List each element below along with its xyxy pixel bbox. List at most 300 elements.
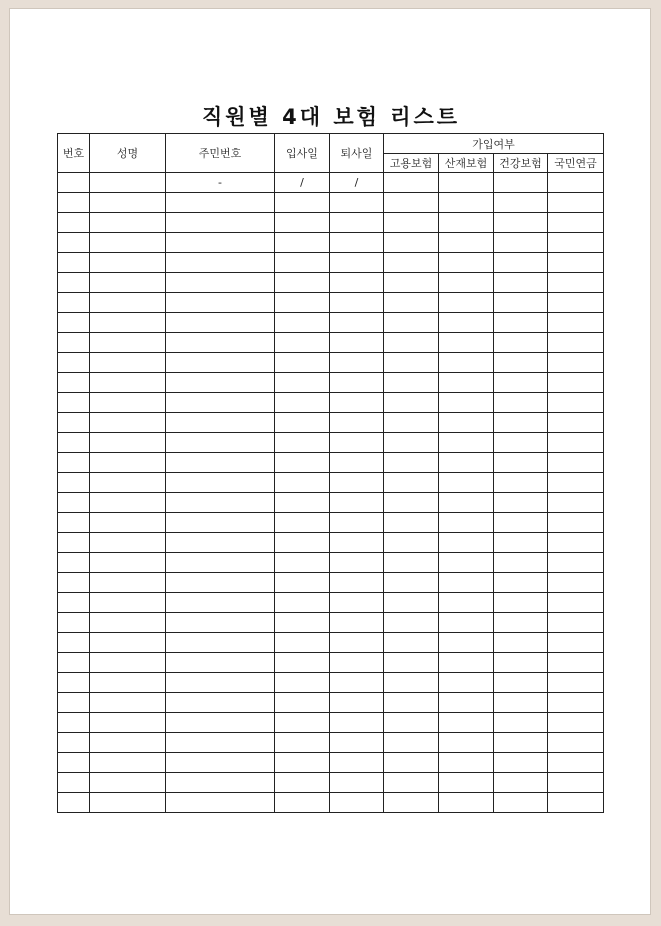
cell-join-date[interactable]	[275, 433, 330, 453]
cell-name[interactable]	[90, 273, 166, 293]
cell-resident-id[interactable]	[166, 453, 275, 473]
cell-resident-id[interactable]	[166, 573, 275, 593]
cell-health-ins[interactable]	[494, 673, 548, 693]
cell-health-ins[interactable]	[494, 173, 548, 193]
cell-join-date[interactable]	[275, 673, 330, 693]
cell-no[interactable]	[58, 293, 90, 313]
cell-no[interactable]	[58, 433, 90, 453]
cell-join-date[interactable]	[275, 573, 330, 593]
table-row	[58, 313, 604, 333]
cell-name[interactable]	[90, 593, 166, 613]
cell-no[interactable]	[58, 593, 90, 613]
cell-resident-id[interactable]	[166, 213, 275, 233]
cell-no[interactable]	[58, 513, 90, 533]
cell-join-date[interactable]: /	[275, 173, 330, 193]
cell-national-pension[interactable]	[548, 793, 604, 813]
cell-name[interactable]	[90, 353, 166, 373]
cell-join-date[interactable]	[275, 753, 330, 773]
cell-join-date[interactable]	[275, 493, 330, 513]
cell-name[interactable]	[90, 393, 166, 413]
cell-industrial-ins[interactable]	[439, 293, 494, 313]
cell-national-pension[interactable]	[548, 693, 604, 713]
cell-leave-date[interactable]	[330, 393, 384, 413]
cell-no[interactable]	[58, 453, 90, 473]
cell-health-ins[interactable]	[494, 713, 548, 733]
cell-national-pension[interactable]	[548, 213, 604, 233]
cell-join-date[interactable]	[275, 593, 330, 613]
cell-no[interactable]	[58, 253, 90, 273]
cell-resident-id[interactable]	[166, 793, 275, 813]
cell-resident-id[interactable]	[166, 293, 275, 313]
cell-health-ins[interactable]	[494, 353, 548, 373]
cell-health-ins[interactable]	[494, 753, 548, 773]
cell-employment-ins[interactable]	[384, 773, 439, 793]
cell-health-ins[interactable]	[494, 433, 548, 453]
cell-resident-id[interactable]	[166, 273, 275, 293]
cell-no[interactable]	[58, 653, 90, 673]
cell-name[interactable]	[90, 313, 166, 333]
cell-resident-id[interactable]	[166, 413, 275, 433]
cell-employment-ins[interactable]	[384, 633, 439, 653]
cell-health-ins[interactable]	[494, 373, 548, 393]
cell-leave-date[interactable]	[330, 293, 384, 313]
document-title: 직원별 4대 보험 리스트	[201, 105, 461, 129]
cell-health-ins[interactable]	[494, 773, 548, 793]
cell-no[interactable]	[58, 393, 90, 413]
cell-resident-id[interactable]	[166, 533, 275, 553]
cell-no[interactable]	[58, 533, 90, 553]
cell-industrial-ins[interactable]	[439, 533, 494, 553]
cell-employment-ins[interactable]	[384, 293, 439, 313]
cell-leave-date[interactable]	[330, 733, 384, 753]
cell-name[interactable]	[90, 193, 166, 213]
cell-resident-id[interactable]	[166, 633, 275, 653]
cell-health-ins[interactable]	[494, 553, 548, 573]
cell-name[interactable]	[90, 213, 166, 233]
cell-employment-ins[interactable]	[384, 213, 439, 233]
cell-resident-id[interactable]	[166, 313, 275, 333]
cell-resident-id[interactable]	[166, 193, 275, 213]
cell-leave-date[interactable]	[330, 333, 384, 353]
cell-industrial-ins[interactable]	[439, 613, 494, 633]
cell-name[interactable]	[90, 653, 166, 673]
cell-industrial-ins[interactable]	[439, 233, 494, 253]
cell-leave-date[interactable]	[330, 653, 384, 673]
cell-industrial-ins[interactable]	[439, 733, 494, 753]
cell-industrial-ins[interactable]	[439, 693, 494, 713]
cell-employment-ins[interactable]	[384, 173, 439, 193]
cell-resident-id[interactable]	[166, 733, 275, 753]
cell-no[interactable]	[58, 493, 90, 513]
cell-industrial-ins[interactable]	[439, 453, 494, 473]
cell-industrial-ins[interactable]	[439, 393, 494, 413]
cell-employment-ins[interactable]	[384, 573, 439, 593]
cell-health-ins[interactable]	[494, 693, 548, 713]
cell-national-pension[interactable]	[548, 273, 604, 293]
cell-leave-date[interactable]	[330, 533, 384, 553]
cell-employment-ins[interactable]	[384, 193, 439, 213]
cell-join-date[interactable]	[275, 793, 330, 813]
cell-leave-date[interactable]	[330, 633, 384, 653]
cell-no[interactable]	[58, 273, 90, 293]
cell-name[interactable]	[90, 733, 166, 753]
cell-resident-id[interactable]	[166, 553, 275, 573]
cell-national-pension[interactable]	[548, 593, 604, 613]
cell-resident-id[interactable]	[166, 493, 275, 513]
cell-national-pension[interactable]	[548, 573, 604, 593]
cell-industrial-ins[interactable]	[439, 433, 494, 453]
cell-name[interactable]	[90, 633, 166, 653]
cell-employment-ins[interactable]	[384, 253, 439, 273]
cell-health-ins[interactable]	[494, 413, 548, 433]
cell-national-pension[interactable]	[548, 393, 604, 413]
cell-no[interactable]	[58, 633, 90, 653]
cell-employment-ins[interactable]	[384, 753, 439, 773]
cell-join-date[interactable]	[275, 653, 330, 673]
cell-no[interactable]	[58, 753, 90, 773]
cell-industrial-ins[interactable]	[439, 573, 494, 593]
cell-employment-ins[interactable]	[384, 493, 439, 513]
cell-industrial-ins[interactable]	[439, 413, 494, 433]
cell-national-pension[interactable]	[548, 553, 604, 573]
cell-name[interactable]	[90, 673, 166, 693]
cell-industrial-ins[interactable]	[439, 253, 494, 273]
cell-leave-date[interactable]	[330, 473, 384, 493]
cell-name[interactable]	[90, 573, 166, 593]
cell-health-ins[interactable]	[494, 573, 548, 593]
cell-resident-id[interactable]	[166, 773, 275, 793]
cell-industrial-ins[interactable]	[439, 473, 494, 493]
table-row	[58, 753, 604, 773]
cell-industrial-ins[interactable]	[439, 553, 494, 573]
cell-employment-ins[interactable]	[384, 433, 439, 453]
cell-join-date[interactable]	[275, 513, 330, 533]
cell-health-ins[interactable]	[494, 193, 548, 213]
cell-leave-date[interactable]	[330, 673, 384, 693]
cell-join-date[interactable]	[275, 353, 330, 373]
cell-employment-ins[interactable]	[384, 233, 439, 253]
cell-national-pension[interactable]	[548, 473, 604, 493]
cell-join-date[interactable]	[275, 373, 330, 393]
cell-leave-date[interactable]: /	[330, 173, 384, 193]
cell-no[interactable]	[58, 233, 90, 253]
cell-name[interactable]	[90, 413, 166, 433]
cell-national-pension[interactable]	[548, 533, 604, 553]
cell-health-ins[interactable]	[494, 593, 548, 613]
cell-health-ins[interactable]	[494, 533, 548, 553]
cell-industrial-ins[interactable]	[439, 593, 494, 613]
cell-leave-date[interactable]	[330, 253, 384, 273]
cell-join-date[interactable]	[275, 193, 330, 213]
cell-employment-ins[interactable]	[384, 333, 439, 353]
cell-leave-date[interactable]	[330, 793, 384, 813]
cell-resident-id[interactable]	[166, 393, 275, 413]
cell-name[interactable]	[90, 613, 166, 633]
cell-industrial-ins[interactable]	[439, 753, 494, 773]
cell-industrial-ins[interactable]	[439, 193, 494, 213]
cell-health-ins[interactable]	[494, 493, 548, 513]
cell-industrial-ins[interactable]	[439, 633, 494, 653]
cell-leave-date[interactable]	[330, 433, 384, 453]
cell-name[interactable]	[90, 333, 166, 353]
cell-resident-id[interactable]	[166, 613, 275, 633]
cell-employment-ins[interactable]	[384, 393, 439, 413]
cell-join-date[interactable]	[275, 293, 330, 313]
cell-name[interactable]	[90, 453, 166, 473]
cell-resident-id[interactable]	[166, 693, 275, 713]
cell-employment-ins[interactable]	[384, 313, 439, 333]
cell-no[interactable]	[58, 773, 90, 793]
cell-leave-date[interactable]	[330, 273, 384, 293]
cell-industrial-ins[interactable]	[439, 273, 494, 293]
cell-join-date[interactable]	[275, 393, 330, 413]
cell-leave-date[interactable]	[330, 213, 384, 233]
cell-leave-date[interactable]	[330, 773, 384, 793]
cell-join-date[interactable]	[275, 253, 330, 273]
table-row	[58, 713, 604, 733]
cell-leave-date[interactable]	[330, 713, 384, 733]
cell-no[interactable]	[58, 173, 90, 193]
cell-industrial-ins[interactable]	[439, 793, 494, 813]
cell-leave-date[interactable]	[330, 613, 384, 633]
cell-industrial-ins[interactable]	[439, 313, 494, 333]
table-row	[58, 573, 604, 593]
cell-national-pension[interactable]	[548, 773, 604, 793]
cell-health-ins[interactable]	[494, 513, 548, 533]
cell-employment-ins[interactable]	[384, 413, 439, 433]
cell-name[interactable]	[90, 793, 166, 813]
cell-no[interactable]	[58, 553, 90, 573]
cell-resident-id[interactable]	[166, 233, 275, 253]
cell-no[interactable]	[58, 713, 90, 733]
cell-name[interactable]	[90, 233, 166, 253]
table-row	[58, 533, 604, 553]
cell-national-pension[interactable]	[548, 293, 604, 313]
cell-employment-ins[interactable]	[384, 613, 439, 633]
cell-leave-date[interactable]	[330, 453, 384, 473]
cell-industrial-ins[interactable]	[439, 173, 494, 193]
cell-no[interactable]	[58, 613, 90, 633]
cell-national-pension[interactable]	[548, 713, 604, 733]
cell-national-pension[interactable]	[548, 353, 604, 373]
cell-leave-date[interactable]	[330, 353, 384, 373]
table-row	[58, 453, 604, 473]
cell-join-date[interactable]	[275, 333, 330, 353]
cell-name[interactable]	[90, 293, 166, 313]
cell-industrial-ins[interactable]	[439, 213, 494, 233]
cell-leave-date[interactable]	[330, 753, 384, 773]
cell-join-date[interactable]	[275, 553, 330, 573]
cell-employment-ins[interactable]	[384, 673, 439, 693]
cell-join-date[interactable]	[275, 633, 330, 653]
cell-leave-date[interactable]	[330, 573, 384, 593]
cell-leave-date[interactable]	[330, 193, 384, 213]
cell-national-pension[interactable]	[548, 513, 604, 533]
cell-industrial-ins[interactable]	[439, 673, 494, 693]
cell-no[interactable]	[58, 413, 90, 433]
cell-join-date[interactable]	[275, 733, 330, 753]
cell-industrial-ins[interactable]	[439, 373, 494, 393]
cell-leave-date[interactable]	[330, 513, 384, 533]
cell-resident-id[interactable]	[166, 713, 275, 733]
cell-join-date[interactable]	[275, 233, 330, 253]
cell-national-pension[interactable]	[548, 373, 604, 393]
cell-health-ins[interactable]	[494, 273, 548, 293]
cell-no[interactable]	[58, 793, 90, 813]
cell-national-pension[interactable]	[548, 633, 604, 653]
cell-national-pension[interactable]	[548, 193, 604, 213]
cell-no[interactable]	[58, 473, 90, 493]
cell-leave-date[interactable]	[330, 493, 384, 513]
cell-leave-date[interactable]	[330, 373, 384, 393]
table-row	[58, 793, 604, 813]
cell-industrial-ins[interactable]	[439, 773, 494, 793]
cell-national-pension[interactable]	[548, 453, 604, 473]
cell-national-pension[interactable]	[548, 653, 604, 673]
cell-employment-ins[interactable]	[384, 733, 439, 753]
cell-name[interactable]	[90, 553, 166, 573]
cell-employment-ins[interactable]	[384, 513, 439, 533]
cell-no[interactable]	[58, 313, 90, 333]
cell-national-pension[interactable]	[548, 493, 604, 513]
cell-join-date[interactable]	[275, 473, 330, 493]
cell-name[interactable]	[90, 373, 166, 393]
cell-health-ins[interactable]	[494, 733, 548, 753]
cell-name[interactable]	[90, 713, 166, 733]
cell-employment-ins[interactable]	[384, 593, 439, 613]
cell-join-date[interactable]	[275, 713, 330, 733]
cell-health-ins[interactable]	[494, 453, 548, 473]
cell-name[interactable]	[90, 493, 166, 513]
cell-industrial-ins[interactable]	[439, 333, 494, 353]
cell-employment-ins[interactable]	[384, 273, 439, 293]
cell-resident-id[interactable]: -	[166, 173, 275, 193]
cell-health-ins[interactable]	[494, 213, 548, 233]
cell-resident-id[interactable]	[166, 513, 275, 533]
cell-industrial-ins[interactable]	[439, 353, 494, 373]
cell-resident-id[interactable]	[166, 753, 275, 773]
cell-name[interactable]	[90, 173, 166, 193]
cell-national-pension[interactable]	[548, 753, 604, 773]
cell-no[interactable]	[58, 373, 90, 393]
cell-join-date[interactable]	[275, 453, 330, 473]
cell-employment-ins[interactable]	[384, 653, 439, 673]
cell-national-pension[interactable]	[548, 613, 604, 633]
cell-leave-date[interactable]	[330, 593, 384, 613]
cell-health-ins[interactable]	[494, 613, 548, 633]
cell-name[interactable]	[90, 773, 166, 793]
cell-resident-id[interactable]	[166, 673, 275, 693]
cell-national-pension[interactable]	[548, 313, 604, 333]
cell-join-date[interactable]	[275, 313, 330, 333]
cell-industrial-ins[interactable]	[439, 713, 494, 733]
cell-employment-ins[interactable]	[384, 473, 439, 493]
cell-name[interactable]	[90, 513, 166, 533]
cell-name[interactable]	[90, 433, 166, 453]
cell-join-date[interactable]	[275, 693, 330, 713]
cell-employment-ins[interactable]	[384, 353, 439, 373]
cell-no[interactable]	[58, 573, 90, 593]
cell-no[interactable]	[58, 333, 90, 353]
cell-resident-id[interactable]	[166, 253, 275, 273]
cell-resident-id[interactable]	[166, 473, 275, 493]
table-row	[58, 653, 604, 673]
cell-health-ins[interactable]	[494, 793, 548, 813]
cell-national-pension[interactable]	[548, 413, 604, 433]
cell-national-pension[interactable]	[548, 433, 604, 453]
cell-resident-id[interactable]	[166, 333, 275, 353]
cell-join-date[interactable]	[275, 413, 330, 433]
cell-join-date[interactable]	[275, 213, 330, 233]
cell-national-pension[interactable]	[548, 173, 604, 193]
cell-industrial-ins[interactable]	[439, 653, 494, 673]
cell-leave-date[interactable]	[330, 233, 384, 253]
cell-health-ins[interactable]	[494, 633, 548, 653]
cell-employment-ins[interactable]	[384, 533, 439, 553]
cell-employment-ins[interactable]	[384, 693, 439, 713]
cell-no[interactable]	[58, 193, 90, 213]
cell-leave-date[interactable]	[330, 693, 384, 713]
cell-health-ins[interactable]	[494, 333, 548, 353]
cell-national-pension[interactable]	[548, 733, 604, 753]
cell-employment-ins[interactable]	[384, 373, 439, 393]
cell-health-ins[interactable]	[494, 313, 548, 333]
cell-name[interactable]	[90, 533, 166, 553]
cell-join-date[interactable]	[275, 773, 330, 793]
cell-resident-id[interactable]	[166, 593, 275, 613]
cell-national-pension[interactable]	[548, 233, 604, 253]
cell-no[interactable]	[58, 673, 90, 693]
cell-health-ins[interactable]	[494, 293, 548, 313]
cell-no[interactable]	[58, 353, 90, 373]
cell-national-pension[interactable]	[548, 333, 604, 353]
cell-leave-date[interactable]	[330, 553, 384, 573]
cell-employment-ins[interactable]	[384, 793, 439, 813]
table-row	[58, 473, 604, 493]
cell-leave-date[interactable]	[330, 313, 384, 333]
table-row	[58, 413, 604, 433]
cell-no[interactable]	[58, 213, 90, 233]
cell-employment-ins[interactable]	[384, 453, 439, 473]
cell-resident-id[interactable]	[166, 353, 275, 373]
cell-health-ins[interactable]	[494, 653, 548, 673]
cell-name[interactable]	[90, 753, 166, 773]
cell-health-ins[interactable]	[494, 473, 548, 493]
cell-industrial-ins[interactable]	[439, 493, 494, 513]
cell-name[interactable]	[90, 473, 166, 493]
cell-national-pension[interactable]	[548, 253, 604, 273]
cell-no[interactable]	[58, 733, 90, 753]
cell-industrial-ins[interactable]	[439, 513, 494, 533]
cell-name[interactable]	[90, 693, 166, 713]
cell-join-date[interactable]	[275, 533, 330, 553]
cell-join-date[interactable]	[275, 273, 330, 293]
cell-national-pension[interactable]	[548, 673, 604, 693]
cell-resident-id[interactable]	[166, 373, 275, 393]
cell-no[interactable]	[58, 693, 90, 713]
cell-leave-date[interactable]	[330, 413, 384, 433]
cell-employment-ins[interactable]	[384, 553, 439, 573]
cell-health-ins[interactable]	[494, 253, 548, 273]
cell-employment-ins[interactable]	[384, 713, 439, 733]
cell-name[interactable]	[90, 253, 166, 273]
cell-health-ins[interactable]	[494, 393, 548, 413]
table-row	[58, 693, 604, 713]
cell-resident-id[interactable]	[166, 433, 275, 453]
cell-resident-id[interactable]	[166, 653, 275, 673]
cell-join-date[interactable]	[275, 613, 330, 633]
cell-health-ins[interactable]	[494, 233, 548, 253]
